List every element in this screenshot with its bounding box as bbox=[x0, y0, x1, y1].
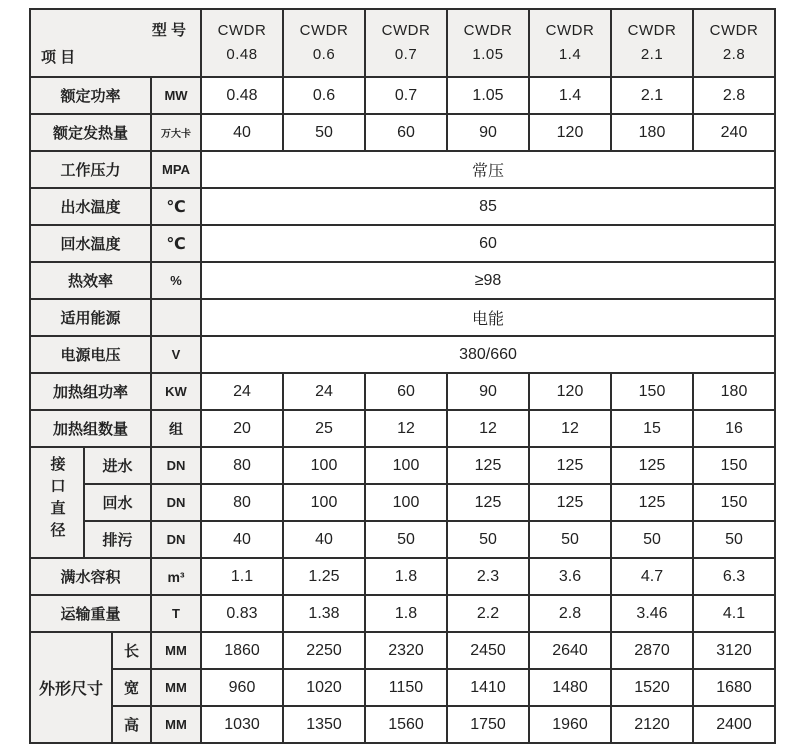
value-cell: 4.1 bbox=[693, 595, 775, 632]
value-cell: 150 bbox=[611, 373, 693, 410]
value-cell: 2320 bbox=[365, 632, 447, 669]
model-name: CWDR bbox=[299, 22, 349, 39]
value-cell: 2250 bbox=[283, 632, 365, 669]
value-cell: 0.7 bbox=[365, 77, 447, 114]
table-row-thermal-efficiency bbox=[30, 262, 775, 299]
value-cell: 90 bbox=[447, 373, 529, 410]
row-unit bbox=[151, 299, 201, 336]
row-label: 运输重量 bbox=[30, 595, 151, 632]
value-cell: 1750 bbox=[447, 706, 529, 743]
row-unit: ℃ bbox=[151, 188, 201, 225]
row-unit: % bbox=[151, 262, 201, 299]
row-label: 电源电压 bbox=[30, 336, 151, 373]
group-label-dimensions bbox=[30, 632, 112, 743]
value-cell: 80 bbox=[201, 447, 283, 484]
row-label: 进水 bbox=[84, 447, 151, 484]
value-cell: 0.48 bbox=[201, 77, 283, 114]
value-cell: 24 bbox=[283, 373, 365, 410]
table-row-transport-weight bbox=[30, 595, 775, 632]
value-cell: 1480 bbox=[529, 669, 611, 706]
value-cell: 1030 bbox=[201, 706, 283, 743]
model-name: CWDR bbox=[709, 22, 759, 39]
value-cell: 125 bbox=[447, 484, 529, 521]
value-cell: 125 bbox=[611, 484, 693, 521]
table-row-return-temp bbox=[30, 225, 775, 262]
value-cell: 60 bbox=[365, 373, 447, 410]
value-cell: 100 bbox=[283, 484, 365, 521]
value-cell: 50 bbox=[283, 114, 365, 151]
value-cell: 2450 bbox=[447, 632, 529, 669]
value-cell: 100 bbox=[365, 484, 447, 521]
value-cell: 1350 bbox=[283, 706, 365, 743]
value-cell: 1.8 bbox=[365, 558, 447, 595]
row-unit: V bbox=[151, 336, 201, 373]
model-value: 1.05 bbox=[472, 46, 504, 63]
row-label: 出水温度 bbox=[30, 188, 151, 225]
value-cell: 125 bbox=[529, 484, 611, 521]
value-cell: 1680 bbox=[693, 669, 775, 706]
model-value: 0.6 bbox=[312, 46, 336, 63]
row-unit: 组 bbox=[151, 410, 201, 447]
value-cell: 2.8 bbox=[529, 595, 611, 632]
value-cell-merged: 380/660 bbox=[201, 336, 775, 373]
value-cell: 1.38 bbox=[283, 595, 365, 632]
model-header-cell bbox=[283, 9, 365, 77]
value-cell: 12 bbox=[365, 410, 447, 447]
row-label: 额定功率 bbox=[30, 77, 151, 114]
row-unit: DN bbox=[151, 521, 201, 558]
group-label-text: 外形尺寸 bbox=[38, 681, 103, 698]
table-row-outlet-temp bbox=[30, 188, 775, 225]
value-cell: 2.8 bbox=[693, 77, 775, 114]
value-cell: 40 bbox=[201, 114, 283, 151]
value-cell: 2.2 bbox=[447, 595, 529, 632]
row-unit: KW bbox=[151, 373, 201, 410]
value-cell: 50 bbox=[529, 521, 611, 558]
row-label: 宽 bbox=[112, 669, 151, 706]
row-unit: MW bbox=[151, 77, 201, 114]
table-row-heater-group-count bbox=[30, 410, 775, 447]
boiler-spec-table bbox=[29, 8, 776, 744]
model-value: 0.48 bbox=[226, 46, 258, 63]
row-unit: DN bbox=[151, 484, 201, 521]
model-name: CWDR bbox=[627, 22, 677, 39]
model-header-cell bbox=[611, 9, 693, 77]
header-row bbox=[30, 9, 775, 77]
value-cell: 4.7 bbox=[611, 558, 693, 595]
model-header-cell bbox=[529, 9, 611, 77]
value-cell: 240 bbox=[693, 114, 775, 151]
value-cell: 1520 bbox=[611, 669, 693, 706]
value-cell: 100 bbox=[365, 447, 447, 484]
model-header-cell bbox=[365, 9, 447, 77]
table-row-heater-group-power bbox=[30, 373, 775, 410]
value-cell: 2870 bbox=[611, 632, 693, 669]
value-cell-merged: ≥98 bbox=[201, 262, 775, 299]
value-cell: 12 bbox=[447, 410, 529, 447]
table-row-blowdown bbox=[30, 521, 775, 558]
value-cell: 1960 bbox=[529, 706, 611, 743]
row-label: 回水温度 bbox=[30, 225, 151, 262]
table-row-supply-voltage bbox=[30, 336, 775, 373]
value-cell: 120 bbox=[529, 373, 611, 410]
value-cell: 1560 bbox=[365, 706, 447, 743]
value-cell: 50 bbox=[447, 521, 529, 558]
row-unit: 万大卡 bbox=[151, 114, 201, 151]
row-label: 加热组功率 bbox=[30, 373, 151, 410]
value-cell: 150 bbox=[693, 484, 775, 521]
value-cell: 0.83 bbox=[201, 595, 283, 632]
value-cell: 180 bbox=[611, 114, 693, 151]
table-row-rated-power bbox=[30, 77, 775, 114]
row-unit: T bbox=[151, 595, 201, 632]
model-header-cell bbox=[447, 9, 529, 77]
model-value: 1.4 bbox=[558, 46, 582, 63]
value-cell: 50 bbox=[693, 521, 775, 558]
row-label: 回水 bbox=[84, 484, 151, 521]
group-label-text: 接口直径 bbox=[48, 456, 66, 544]
row-unit: MM bbox=[151, 632, 201, 669]
row-unit: MM bbox=[151, 669, 201, 706]
value-cell: 24 bbox=[201, 373, 283, 410]
value-cell: 1150 bbox=[365, 669, 447, 706]
value-cell: 6.3 bbox=[693, 558, 775, 595]
row-label: 工作压力 bbox=[30, 151, 151, 188]
value-cell: 0.6 bbox=[283, 77, 365, 114]
model-header-cell bbox=[201, 9, 283, 77]
model-name: CWDR bbox=[217, 22, 267, 39]
value-cell: 1.25 bbox=[283, 558, 365, 595]
row-unit: m³ bbox=[151, 558, 201, 595]
value-cell-merged: 电能 bbox=[201, 299, 775, 336]
value-cell: 12 bbox=[529, 410, 611, 447]
value-cell: 90 bbox=[447, 114, 529, 151]
table-row-full-water-volume bbox=[30, 558, 775, 595]
row-label: 排污 bbox=[84, 521, 151, 558]
value-cell: 1.1 bbox=[201, 558, 283, 595]
value-cell: 1410 bbox=[447, 669, 529, 706]
value-cell: 16 bbox=[693, 410, 775, 447]
corner-cell bbox=[30, 9, 201, 77]
value-cell: 1.8 bbox=[365, 595, 447, 632]
table-row-height bbox=[30, 706, 775, 743]
spec-table-container bbox=[29, 8, 776, 744]
model-value: 2.8 bbox=[722, 46, 746, 63]
value-cell: 1020 bbox=[283, 669, 365, 706]
table-row-inlet-water bbox=[30, 447, 775, 484]
group-label-pipe-diameter bbox=[30, 447, 84, 558]
model-name: CWDR bbox=[463, 22, 513, 39]
value-cell: 1.4 bbox=[529, 77, 611, 114]
value-cell: 25 bbox=[283, 410, 365, 447]
row-label: 热效率 bbox=[30, 262, 151, 299]
model-value: 2.1 bbox=[640, 46, 664, 63]
value-cell: 100 bbox=[283, 447, 365, 484]
value-cell: 3120 bbox=[693, 632, 775, 669]
value-cell: 20 bbox=[201, 410, 283, 447]
value-cell-merged: 常压 bbox=[201, 151, 775, 188]
value-cell: 125 bbox=[447, 447, 529, 484]
row-label: 适用能源 bbox=[30, 299, 151, 336]
row-label: 高 bbox=[112, 706, 151, 743]
row-label: 加热组数量 bbox=[30, 410, 151, 447]
value-cell: 120 bbox=[529, 114, 611, 151]
value-cell: 2640 bbox=[529, 632, 611, 669]
value-cell-merged: 60 bbox=[201, 225, 775, 262]
value-cell: 2.3 bbox=[447, 558, 529, 595]
value-cell-merged: 85 bbox=[201, 188, 775, 225]
table-row-length bbox=[30, 632, 775, 669]
value-cell: 3.46 bbox=[611, 595, 693, 632]
value-cell: 40 bbox=[283, 521, 365, 558]
value-cell: 50 bbox=[611, 521, 693, 558]
value-cell: 50 bbox=[365, 521, 447, 558]
value-cell: 60 bbox=[365, 114, 447, 151]
value-cell: 180 bbox=[693, 373, 775, 410]
row-label: 额定发热量 bbox=[30, 114, 151, 151]
value-cell: 2.1 bbox=[611, 77, 693, 114]
model-name: CWDR bbox=[545, 22, 595, 39]
model-name: CWDR bbox=[381, 22, 431, 39]
model-value: 0.7 bbox=[394, 46, 418, 63]
value-cell: 3.6 bbox=[529, 558, 611, 595]
table-row-return-water bbox=[30, 484, 775, 521]
table-row-energy-source bbox=[30, 299, 775, 336]
value-cell: 1.05 bbox=[447, 77, 529, 114]
table-row-width bbox=[30, 669, 775, 706]
value-cell: 2120 bbox=[611, 706, 693, 743]
value-cell: 15 bbox=[611, 410, 693, 447]
model-header-cell bbox=[693, 9, 775, 77]
table-row-working-pressure bbox=[30, 151, 775, 188]
row-unit: MM bbox=[151, 706, 201, 743]
corner-label-item: 项 目 bbox=[41, 49, 76, 66]
value-cell: 125 bbox=[611, 447, 693, 484]
value-cell: 125 bbox=[529, 447, 611, 484]
value-cell: 2400 bbox=[693, 706, 775, 743]
value-cell: 960 bbox=[201, 669, 283, 706]
row-unit: DN bbox=[151, 447, 201, 484]
value-cell: 80 bbox=[201, 484, 283, 521]
value-cell: 40 bbox=[201, 521, 283, 558]
row-unit: ℃ bbox=[151, 225, 201, 262]
row-label: 长 bbox=[112, 632, 151, 669]
value-cell: 150 bbox=[693, 447, 775, 484]
value-cell: 1860 bbox=[201, 632, 283, 669]
row-unit: MPA bbox=[151, 151, 201, 188]
table-row-rated-heat bbox=[30, 114, 775, 151]
row-label: 满水容积 bbox=[30, 558, 151, 595]
corner-label-model: 型 号 bbox=[151, 22, 186, 39]
